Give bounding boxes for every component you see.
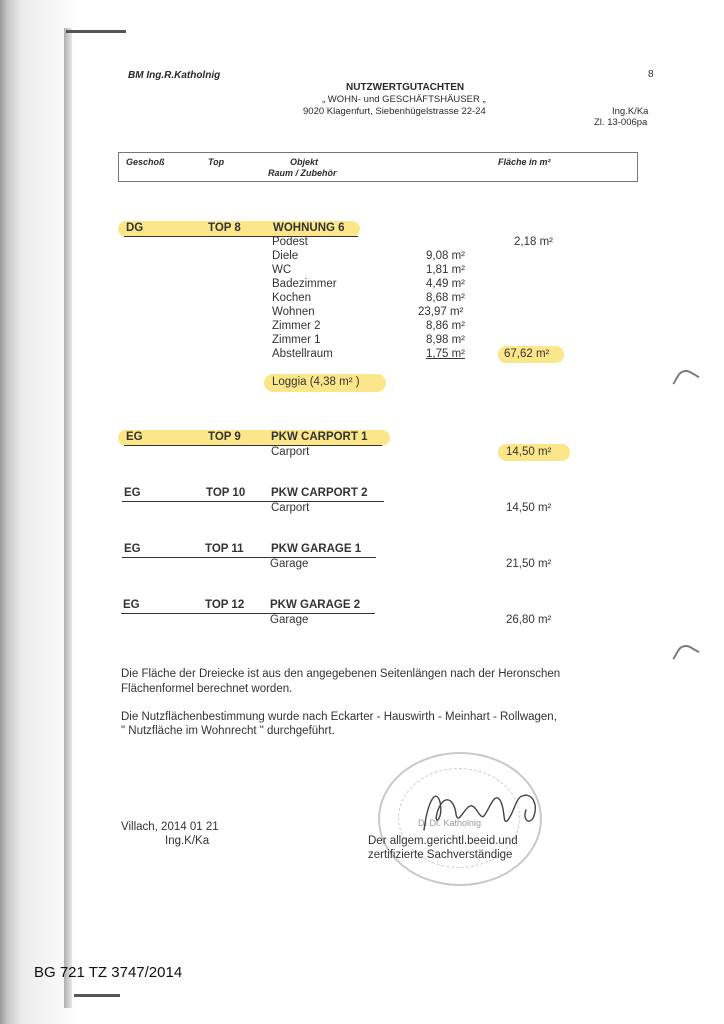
room-name: Badezimmer bbox=[272, 278, 337, 290]
loggia-label: Loggia (4,38 m² ) bbox=[272, 376, 360, 388]
unit-top: TOP 12 bbox=[205, 599, 245, 611]
unit-underline bbox=[122, 557, 376, 558]
unit-floor: EG bbox=[124, 487, 141, 499]
note-method-line1: Die Nutzflächenbestimmung wurde nach Eckarter - Hauswirth - Meinhart - Rollwagen, bbox=[121, 711, 557, 723]
room-area: 8,86 m² bbox=[426, 320, 465, 332]
reference-initials: Ing.K/Ka bbox=[612, 106, 649, 117]
column-header-box bbox=[118, 152, 638, 182]
signer-title-line1: Der allgem.gerichtl.beeid.und bbox=[368, 835, 518, 847]
room-total: 26,80 m² bbox=[506, 614, 552, 626]
room-name: Podest bbox=[272, 236, 308, 248]
note-heron-line1: Die Fläche der Dreiecke ist aus den angegebenen Seitenlängen nach der Heronschen bbox=[121, 668, 561, 680]
room-name: Wohnen bbox=[272, 306, 315, 318]
case-number: BG 721 TZ 3747/2014 bbox=[34, 964, 183, 981]
unit-top: TOP 11 bbox=[205, 543, 244, 555]
room-name: WC bbox=[272, 264, 292, 276]
room-name: Garage bbox=[270, 614, 309, 626]
room-area: 1,75 m² bbox=[426, 348, 465, 360]
room-name: Abstellraum bbox=[272, 348, 333, 360]
unit-top: TOP 10 bbox=[206, 487, 246, 499]
room-name: Garage bbox=[270, 558, 309, 570]
unit-floor: DG bbox=[126, 222, 144, 234]
unit-name: WOHNUNG 6 bbox=[273, 222, 345, 234]
seal-text: DI Dr. Katholnig bbox=[418, 818, 482, 828]
unit-floor: EG bbox=[124, 543, 141, 555]
unit-name: PKW GARAGE 2 bbox=[270, 599, 361, 611]
room-total: 67,62 m² bbox=[504, 348, 550, 360]
unit-underline bbox=[124, 236, 358, 237]
unit-underline bbox=[124, 445, 382, 446]
room-area: 23,97 m² bbox=[418, 306, 464, 318]
room-area: 1,81 m² bbox=[426, 264, 465, 276]
room-area: 9,08 m² bbox=[426, 250, 465, 262]
room-total: 21,50 m² bbox=[506, 558, 552, 570]
unit-name: PKW GARAGE 1 bbox=[271, 543, 362, 555]
room-name: Carport bbox=[271, 502, 310, 514]
signer-title-line2: zertifizierte Sachverständige bbox=[368, 849, 513, 861]
property-address: 9020 Klagenfurt, Siebenhügelstrasse 22-24 bbox=[303, 106, 486, 117]
room-name: Carport bbox=[271, 446, 310, 458]
reference-number: Zl. 13-006pa bbox=[594, 117, 648, 128]
unit-name: PKW CARPORT 2 bbox=[271, 487, 368, 499]
place-date: Villach, 2014 01 21 bbox=[121, 821, 219, 833]
signature bbox=[410, 780, 550, 840]
page-number: 8 bbox=[648, 69, 654, 80]
unit-top: TOP 8 bbox=[208, 222, 241, 234]
unit-top: TOP 9 bbox=[208, 431, 241, 443]
note-heron-line2: Flächenformel berechnet worden. bbox=[121, 683, 293, 695]
column-flaeche: Fläche in m² bbox=[498, 157, 551, 167]
unit-floor: EG bbox=[123, 599, 140, 611]
room-total: 14,50 m² bbox=[506, 502, 552, 514]
note-method-line2: " Nutzfläche im Wohnrecht " durchgeführt. bbox=[121, 725, 335, 737]
room-area: 8,98 m² bbox=[426, 334, 465, 346]
unit-underline bbox=[122, 501, 384, 502]
unit-underline bbox=[121, 613, 375, 614]
room-name: Zimmer 1 bbox=[272, 334, 321, 346]
room-area: 8,68 m² bbox=[426, 292, 465, 304]
author-name: BM Ing.R.Katholnig bbox=[128, 70, 221, 81]
column-raum: Raum / Zubehör bbox=[268, 168, 337, 178]
column-top: Top bbox=[208, 157, 225, 167]
scan-edge-tick-bottom bbox=[74, 994, 120, 997]
document-subtitle: „ WOHN- und GESCHÄFTSHÄUSER „ bbox=[322, 94, 486, 105]
room-area: 4,49 m² bbox=[426, 278, 465, 290]
column-geschoss: Geschoß bbox=[126, 157, 165, 167]
unit-name: PKW CARPORT 1 bbox=[271, 431, 368, 443]
room-name: Kochen bbox=[272, 292, 312, 304]
room-total: 14,50 m² bbox=[506, 446, 552, 458]
hole-punch-mark bbox=[672, 641, 699, 668]
column-objekt: Objekt bbox=[290, 157, 319, 167]
room-total: 2,18 m² bbox=[514, 236, 553, 248]
unit-floor: EG bbox=[126, 431, 143, 443]
hole-punch-mark bbox=[672, 366, 699, 393]
footer-initials: Ing.K/Ka bbox=[165, 835, 210, 847]
scan-edge-line bbox=[64, 28, 72, 1008]
scan-edge-tick-top bbox=[66, 30, 126, 33]
room-name: Diele bbox=[272, 250, 299, 262]
room-name: Zimmer 2 bbox=[272, 320, 321, 332]
document-title: NUTZWERTGUTACHTEN bbox=[346, 82, 465, 93]
